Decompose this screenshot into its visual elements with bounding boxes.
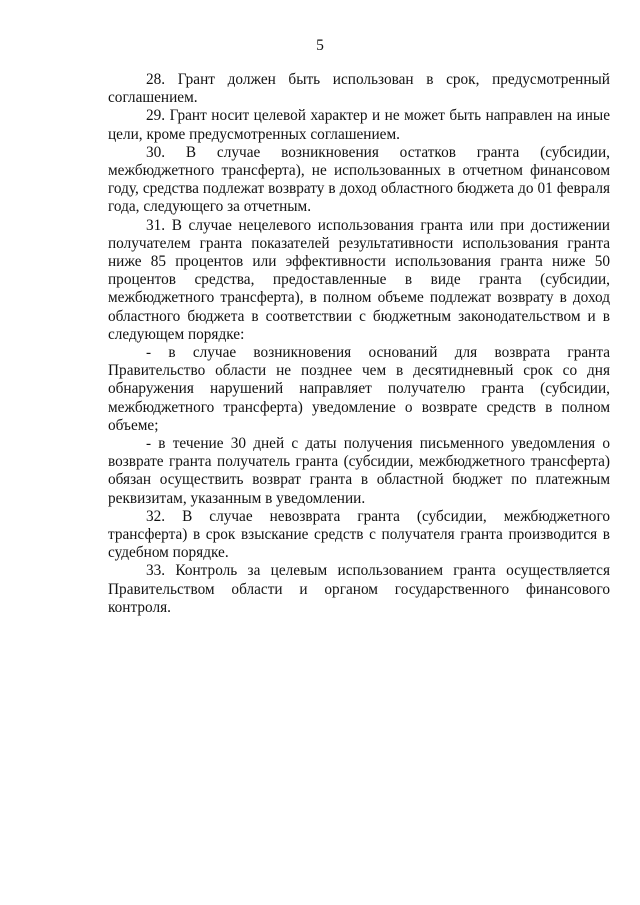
- paragraph-30: 30. В случае возникновения остатков гранта (субсидии, межбюджетного трансферта), не использованных в отчетном финансовом году, средства подлежат возврату в доход областного бюджета до 01 февраля года, следующего за отчетным.: [108, 143, 610, 216]
- paragraph-31-item-2: - в течение 30 дней с даты получения письменного уведомления о возврате гранта получатель гранта (субсидии, межбюджетного трансферта) обязан осуществить возврат гранта в областной бюджет по платежным реквизитам, указанным в уведомлении.: [108, 435, 610, 507]
- paragraph-32: 32. В случае невозврата гранта (субсидии, межбюджетного трансферта) в срок взыскание средств с получателя гранта производится в судебном порядке.: [108, 507, 610, 562]
- paragraph-31: 31. В случае нецелевого использования гранта или при достижении получателем гранта показателей результативности использования гранта ниже 85 процентов или эффективности использования гранта ниже 50 процентов средства, предоставленные в виде гранта (субсидии, межбюджетного трансферта), в полном объеме подлежат возврату в доход областного бюджета в соответствии с бюджетным законодательством и в следующем порядке:: [108, 216, 610, 343]
- paragraph-28: 28. Грант должен быть использован в срок, предусмотренный соглашением.: [108, 71, 610, 107]
- page-number: 5: [316, 37, 324, 54]
- document-body: [108, 71, 610, 617]
- paragraph-33: 33. Контроль за целевым использованием гранта осуществляется Правительством области и органом государственного финансового контроля.: [108, 562, 610, 616]
- paragraph-29: 29. Грант носит целевой характер и не может быть направлен на иные цели, кроме предусмотренных соглашением.: [108, 107, 610, 143]
- paragraph-31-item-1: - в случае возникновения оснований для возврата гранта Правительство области не позднее чем в десятидневный срок со дня обнаружения нарушений направляет получателю гранта (субсидии, межбюджетного трансферта) уведомление о возврате средств в полном объеме;: [108, 344, 610, 434]
